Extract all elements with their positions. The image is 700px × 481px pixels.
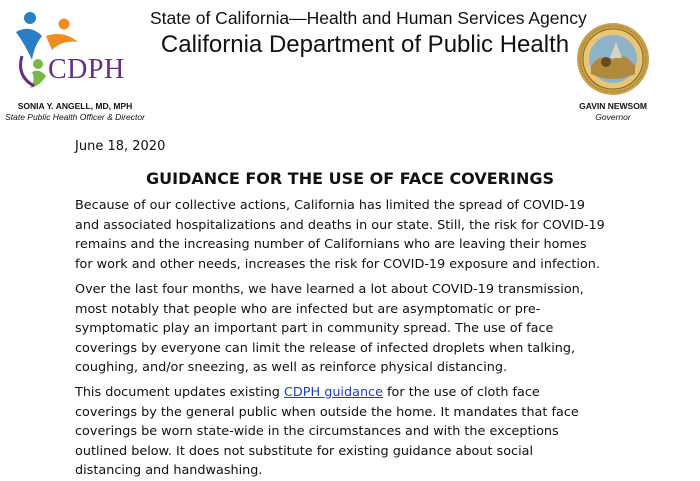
governor-title: Governor bbox=[595, 112, 631, 122]
paragraph-line: coverings by everyone can limit the release of infected droplets when talking, bbox=[75, 340, 576, 356]
document-title: GUIDANCE FOR THE USE OF FACE COVERINGS bbox=[146, 169, 554, 188]
paragraph-line: and associated hospitalizations and deaths in our state. Still, the risk for COVID-19 bbox=[75, 217, 605, 233]
officer-name: SONIA Y. ANGELL, MD, MPH bbox=[17, 101, 133, 111]
link-prefix-text: This document updates existing bbox=[75, 385, 284, 400]
california-seal-icon bbox=[576, 22, 650, 96]
cdph-guidance-link[interactable]: CDPH guidance bbox=[284, 385, 383, 400]
agency-name: State of California—Health and Human Services Agency bbox=[150, 8, 587, 28]
governor-name: GAVIN NEWSOM bbox=[579, 101, 647, 111]
paragraph-line: most notably that people who are infected but are asymptomatic or pre- bbox=[75, 301, 541, 317]
department-name: California Department of Public Health bbox=[160, 31, 570, 58]
link-suffix-text: for the use of cloth face bbox=[382, 385, 540, 400]
paragraph-3 bbox=[75, 383, 635, 481]
paragraph-2 bbox=[75, 280, 635, 378]
paragraph-line: coverings by the general public when outside the home. It mandates that face bbox=[75, 404, 579, 420]
paragraph-line: Over the last four months, we have learned a lot about COVID-19 transmission, bbox=[75, 282, 584, 297]
paragraph-line: distancing and handwashing. bbox=[75, 463, 263, 478]
officer-title: State Public Health Officer & Director bbox=[5, 112, 145, 122]
paragraph-line: coverings be worn state-wide in the circumstances and with the exceptions bbox=[75, 424, 559, 439]
logo-wordmark: CDPH bbox=[48, 54, 125, 85]
paragraph-line: symptomatic play an important part in community spread. The use of face bbox=[75, 321, 554, 336]
cdph-logo bbox=[12, 6, 142, 92]
paragraph-line: remains and the increasing number of Californians who are leaving their homes bbox=[75, 237, 587, 252]
paragraph-line: outlined below. It does not substitute for existing guidance about social bbox=[75, 443, 534, 459]
paragraph-line: coughing, and/or sneezing, as well as reinforce physical distancing. bbox=[75, 360, 508, 375]
letterhead bbox=[0, 0, 700, 130]
paragraph-line-with-link bbox=[75, 383, 635, 403]
paragraph-1 bbox=[75, 196, 635, 274]
paragraph-line: Because of our collective actions, California has limited the spread of COVID-19 bbox=[75, 198, 586, 213]
document-date: June 18, 2020 bbox=[75, 139, 166, 154]
paragraph-line: for work and other needs, increases the risk for COVID-19 exposure and infection. bbox=[75, 256, 600, 272]
